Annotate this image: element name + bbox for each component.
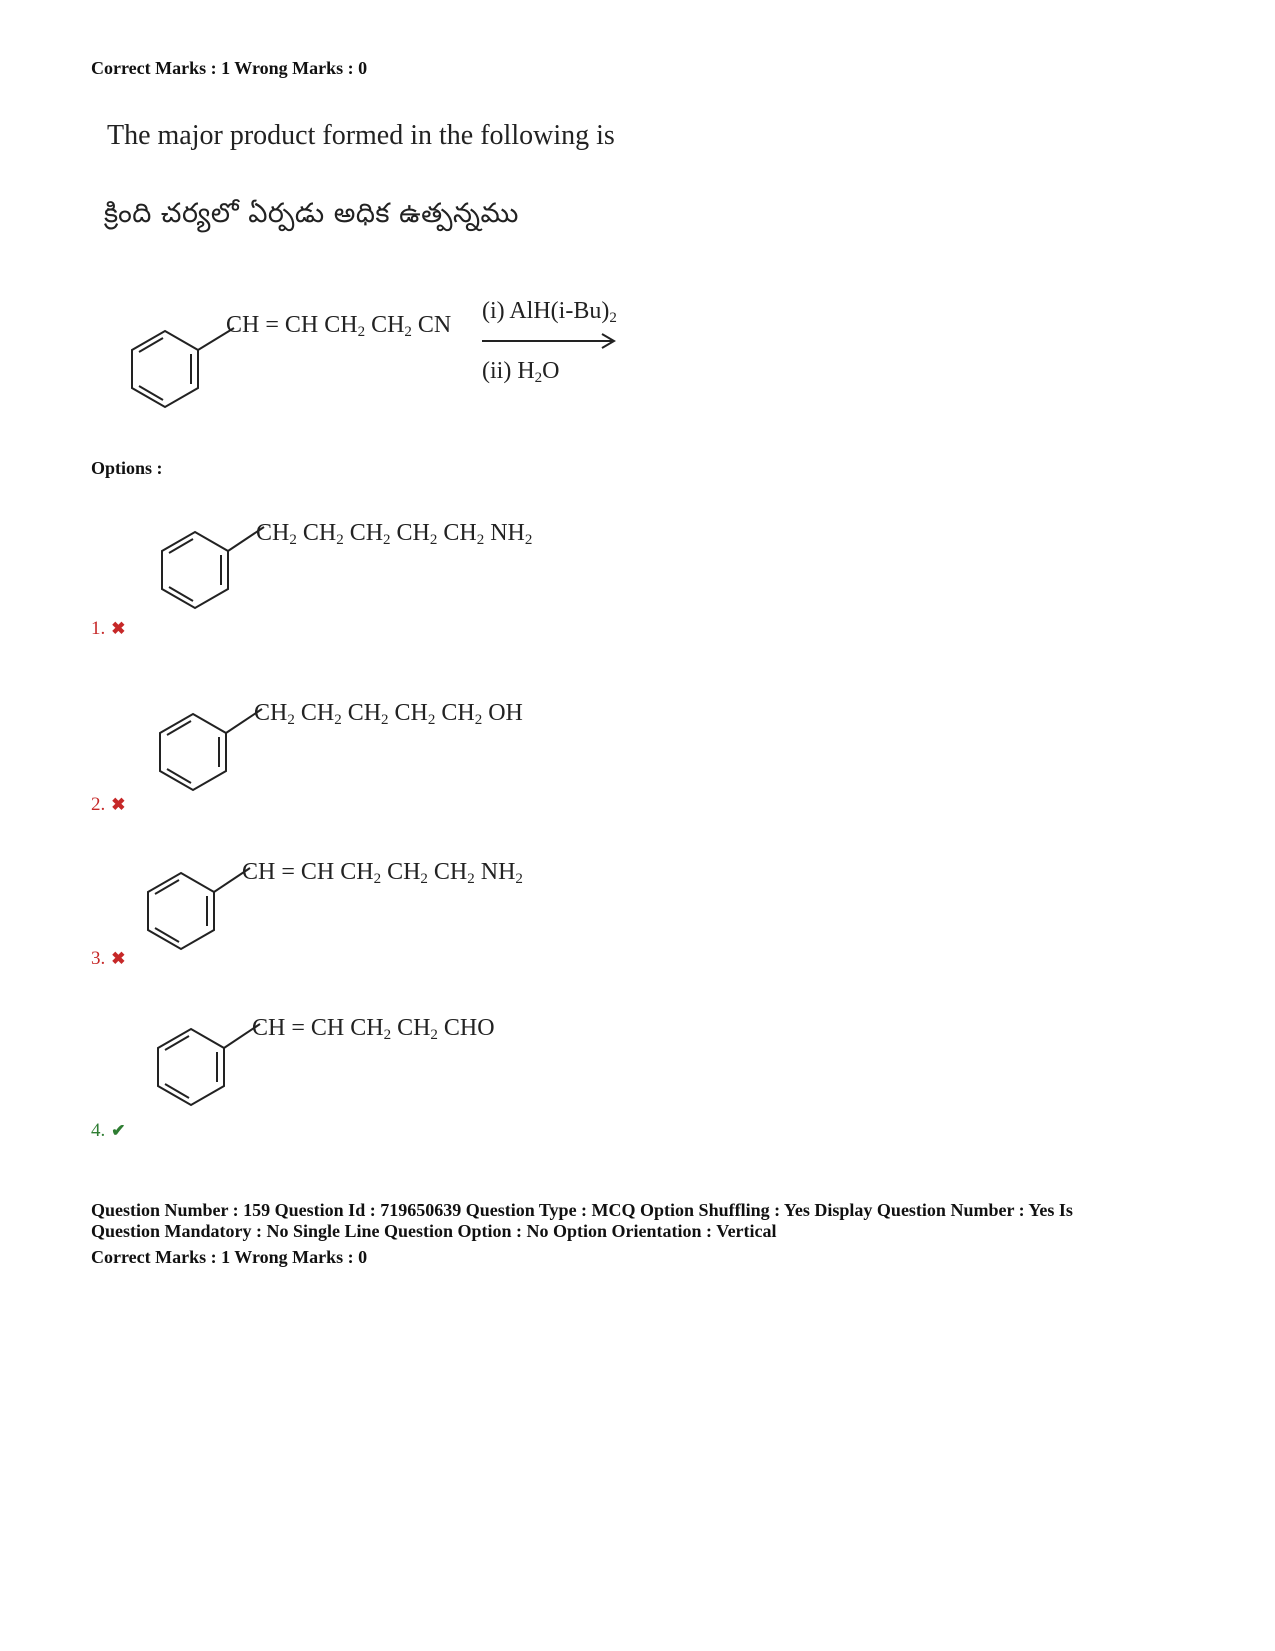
option-4-structure — [146, 1012, 666, 1112]
question-text-english: The major product formed in the following is — [107, 120, 615, 151]
reagent-step-2: (ii) $H_2O$ — [482, 358, 560, 386]
benzene-ring-icon — [156, 1026, 236, 1121]
reaction-scheme — [120, 300, 660, 420]
reactant-formula: CH = CH $CH_2$ $CH_2$ CN — [226, 312, 452, 340]
reaction-arrow-icon — [482, 333, 622, 349]
option-3-formula: CH = CH $CH_2$ $CH_2$ $CH_2$ $NH_2$ — [242, 859, 523, 887]
option-3-structure — [136, 856, 656, 956]
option-2-structure — [148, 697, 668, 797]
option-2-formula: $CH_2$ $CH_2$ $CH_2$ $CH_2$ $CH_2$ OH — [254, 700, 523, 728]
question-metadata-line-2: Question Mandatory : No Single Line Question Option : No Option Orientation : Vertical — [91, 1221, 777, 1241]
cross-icon: ✖ — [111, 949, 126, 968]
option-3-marker: 3. ✖ — [91, 948, 126, 969]
cross-icon: ✖ — [111, 619, 126, 638]
question-text-telugu: క్రింది చర్యలో ఏర్పడు అధిక ఉత్పన్నము — [104, 198, 519, 229]
benzene-ring-icon — [130, 328, 210, 423]
option-4-marker: 4. ✔ — [91, 1120, 126, 1141]
question-metadata-line-1: Question Number : 159 Question Id : 719650639 Question Type : MCQ Option Shuffling : Yes Display Question Number : Yes Is — [91, 1200, 1073, 1220]
benzene-ring-icon — [160, 529, 240, 624]
option-1-formula: $CH_2$ $CH_2$ $CH_2$ $CH_2$ $CH_2$ $NH_2$ — [256, 520, 533, 548]
cross-icon: ✖ — [111, 795, 126, 814]
benzene-ring-icon — [158, 711, 238, 806]
check-icon: ✔ — [111, 1121, 126, 1140]
reagent-step-1: (i) $AlH(i-Bu)_2$ — [482, 298, 617, 326]
option-2-marker: 2. ✖ — [91, 794, 126, 815]
option-4-formula: CH = CH $CH_2$ $CH_2$ CHO — [252, 1015, 495, 1043]
option-1-structure — [150, 515, 670, 615]
option-1-marker: 1. ✖ — [91, 618, 126, 639]
question-metadata — [91, 1200, 1191, 1242]
correct-marks-header: Correct Marks : 1 Wrong Marks : 0 — [91, 58, 368, 78]
options-label: Options : — [91, 458, 163, 478]
correct-marks-footer: Correct Marks : 1 Wrong Marks : 0 — [91, 1247, 368, 1267]
benzene-ring-icon — [146, 870, 226, 965]
